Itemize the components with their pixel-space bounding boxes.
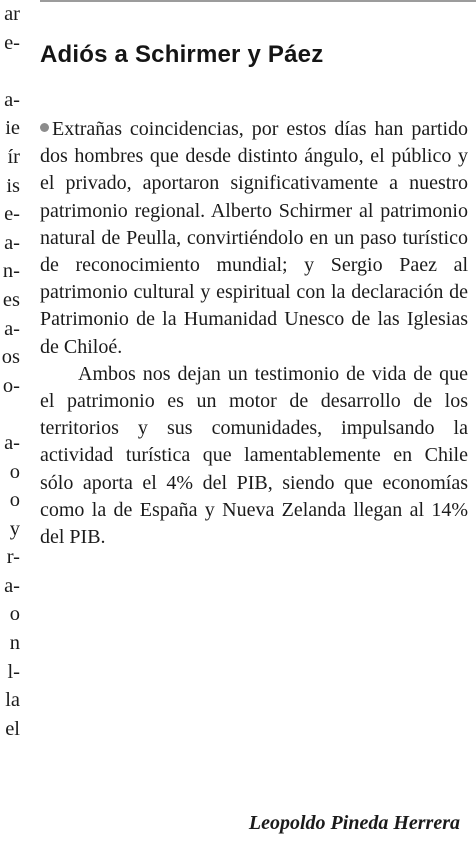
column-fragment: ie — [5, 117, 20, 140]
column-fragment: e- — [4, 203, 20, 226]
column-fragment: o- — [2, 374, 20, 397]
article-headline: Adiós a Schirmer y Páez — [40, 41, 324, 68]
column-fragment: e- — [4, 31, 20, 54]
column-fragment: a- — [4, 431, 20, 454]
article-body — [40, 116, 468, 551]
column-fragment: a- — [4, 317, 20, 340]
column-fragment: o — [9, 489, 20, 512]
paragraph-1-text: Extrañas coincidencias, por estos días han partido dos hombres que desde distinto ángulo, el público y el privado, aportaron significativamente a nuestro patrimonio regional. Alberto Schirmer al patrimonio natural de Peulla, convirtiéndolo en un paso turístico de reconocimiento mundial; y Sergio Paez al patrimonio cultural y espiritual con la declaración de Patrimonio de la Humanidad Unesco de las Iglesias de Chiloé. — [40, 118, 468, 358]
column-fragment: a- — [4, 574, 20, 597]
column-fragment: el — [5, 717, 20, 740]
author-signature: Leopoldo Pineda Herrera — [248, 812, 460, 834]
column-fragment: ír — [7, 145, 20, 168]
column-fragment: n — [9, 632, 20, 655]
bullet-icon — [40, 123, 49, 132]
column-fragment: a- — [4, 231, 20, 254]
paragraph-first — [40, 116, 468, 361]
column-fragment: y — [9, 517, 20, 540]
column-fragment: is — [6, 174, 20, 197]
column-fragment: os — [1, 346, 20, 369]
column-fragment: n- — [2, 260, 20, 283]
column-fragment: l- — [7, 660, 20, 683]
letter-article — [40, 40, 468, 551]
column-fragment — [0, 400, 22, 429]
column-fragment: o — [9, 603, 20, 626]
column-fragment: r- — [6, 546, 20, 569]
column-fragment: es — [2, 288, 20, 311]
paragraph-second: Ambos nos dejan un testimonio de vida de que el patrimonio es un motor de desarrollo de los territorios y sus comunidades, impulsando la actividad turística que lamentablemente en Chile sólo aporta el 4% del PIB, siendo que economías como la de España y Nueva Zelanda llegan al 14% del PIB. — [40, 362, 468, 549]
adjacent-column-fragments — [0, 0, 22, 868]
column-fragment: ar — [4, 3, 20, 25]
column-fragment: a- — [4, 88, 20, 111]
column-fragment: la — [5, 689, 20, 712]
column-fragment — [0, 57, 22, 86]
top-divider — [40, 0, 476, 2]
column-fragment: o — [9, 460, 20, 483]
